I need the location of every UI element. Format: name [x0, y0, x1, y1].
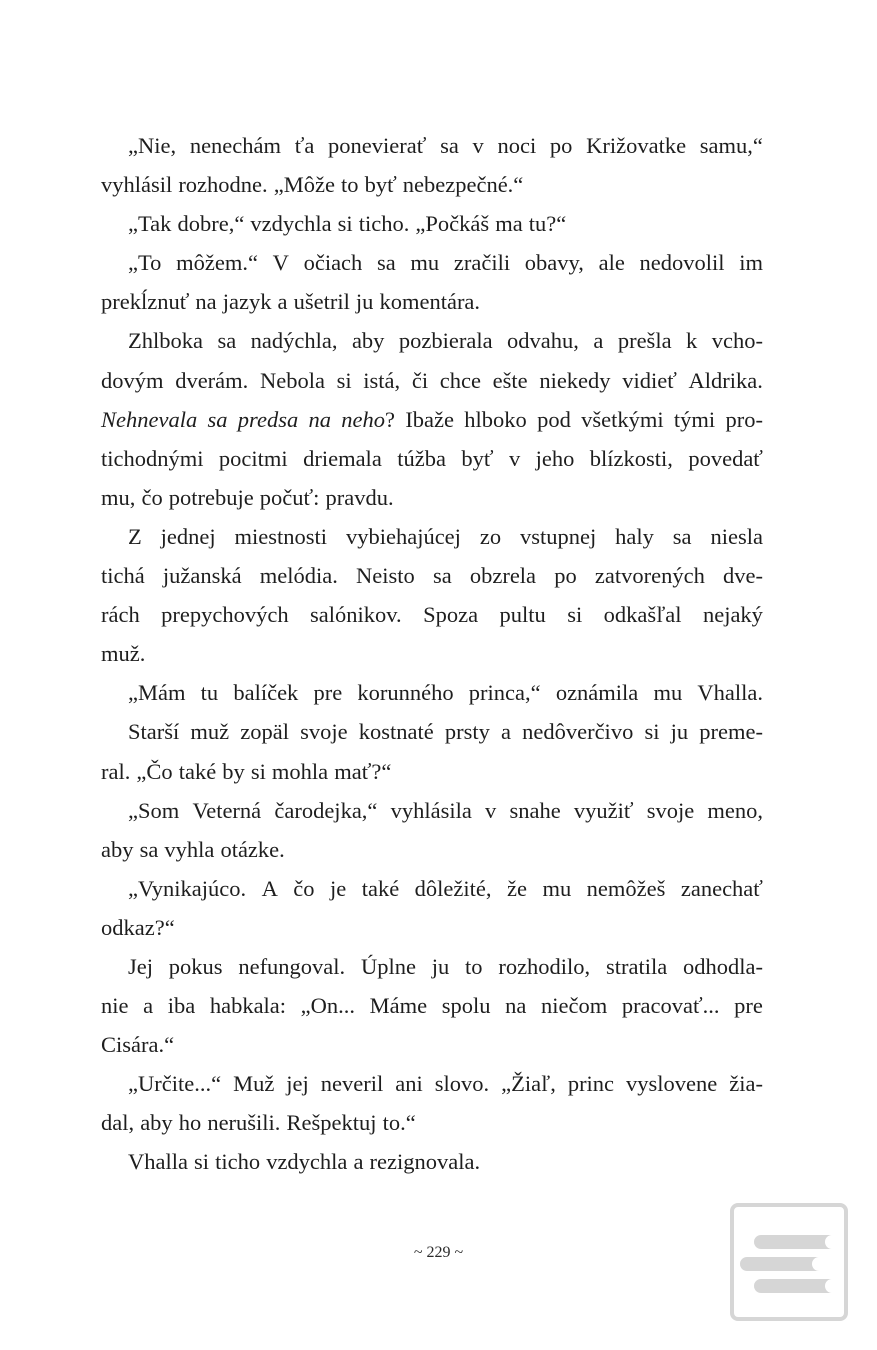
word: Nehnevala — [101, 406, 198, 432]
text-line — [101, 908, 763, 947]
word: sa — [672, 523, 692, 549]
word: čo — [293, 875, 315, 901]
word: „Tak — [128, 211, 172, 237]
word: miestnosti — [234, 523, 328, 549]
word: dal, — [101, 1110, 135, 1136]
word: zopäl — [240, 719, 289, 745]
word: Zhlboka — [128, 328, 203, 354]
word: A — [261, 875, 278, 901]
word: niekedy — [539, 367, 611, 393]
word: v — [485, 797, 497, 823]
word: využiť — [573, 797, 634, 823]
word: odkaz?“ — [101, 914, 175, 940]
word: a — [353, 1149, 364, 1175]
word: čarodejka,“ — [274, 797, 378, 823]
word: si — [336, 367, 352, 393]
word: komentára. — [379, 289, 481, 315]
word: snahe — [509, 797, 561, 823]
word: odvahu, — [507, 328, 579, 354]
body-text — [101, 126, 763, 1182]
word: jeho — [535, 445, 575, 471]
word: korunného — [357, 680, 454, 706]
word: „Som — [128, 797, 180, 823]
word: pokus — [168, 953, 223, 979]
word: južanská — [162, 563, 242, 589]
word: muž. — [101, 641, 146, 667]
word: ticho — [215, 1149, 261, 1175]
word: ušetril — [293, 289, 350, 315]
word: potrebuje — [168, 484, 254, 510]
word: si — [250, 758, 266, 784]
word: sa — [217, 328, 237, 354]
word: pro- — [725, 406, 763, 432]
word: ani — [395, 1071, 423, 1097]
word: túžba — [397, 445, 446, 471]
word: pod — [537, 406, 571, 432]
word: pre — [734, 993, 763, 1019]
word: Vhalla — [128, 1149, 188, 1175]
word: ju — [670, 719, 689, 745]
word: rách — [101, 602, 140, 628]
word: iba — [167, 993, 196, 1019]
word: byť — [461, 445, 494, 471]
word: mu — [542, 875, 572, 901]
word: svoje — [300, 719, 348, 745]
word: odhodla- — [682, 953, 763, 979]
text-line — [101, 1025, 763, 1064]
word: odkašľal — [603, 602, 682, 628]
word: dverám. — [175, 367, 249, 393]
word: ral. — [101, 758, 131, 784]
word: zatvorených — [594, 563, 705, 589]
word: také — [361, 875, 400, 901]
word: sa — [376, 250, 396, 276]
word: neveril — [320, 1071, 384, 1097]
word: byť — [364, 172, 397, 198]
page-number: ~ 229 ~ — [413, 1244, 464, 1261]
word: dobre,“ — [177, 211, 245, 237]
word: že — [506, 875, 527, 901]
word: „On... — [300, 993, 356, 1019]
word: nejaký — [702, 602, 763, 628]
word: očiach — [303, 250, 363, 276]
word: „Žiaľ, — [501, 1071, 556, 1097]
word: oznámila — [555, 680, 639, 706]
word: „Môže — [273, 172, 335, 198]
word: „Čo — [136, 758, 173, 784]
word: nenechám — [189, 133, 282, 158]
text-line — [101, 282, 763, 321]
word: tu?“ — [528, 211, 567, 237]
word: ju — [431, 953, 450, 979]
word: vstupnej — [519, 523, 597, 549]
word: si — [337, 211, 353, 237]
word: na — [505, 993, 527, 1019]
word: slovo. — [434, 1071, 490, 1097]
word: obavy, — [524, 250, 584, 276]
word: sa — [207, 406, 228, 432]
word: Neisto — [356, 563, 415, 589]
word: vyhlásil — [101, 172, 173, 198]
word: neho? — [341, 406, 396, 432]
text-line — [101, 204, 763, 243]
text-line — [101, 791, 763, 830]
text-line — [101, 478, 763, 517]
word: aby — [351, 328, 385, 354]
word: hlboko — [464, 406, 527, 432]
word: im — [739, 250, 763, 276]
word: stratila — [605, 953, 668, 979]
word: v — [508, 445, 521, 471]
word: samu,“ — [699, 133, 763, 158]
word: sa — [440, 133, 459, 158]
word: otázke. — [220, 836, 285, 862]
word: Máme — [369, 993, 428, 1019]
word: Vhalla. — [697, 680, 763, 706]
word: vyhlásila — [390, 797, 472, 823]
word: dôležité, — [414, 875, 492, 901]
word: zanechať — [680, 875, 763, 901]
word: blízkosti, — [589, 445, 673, 471]
word: zračili — [453, 250, 511, 276]
word: vidieť — [622, 367, 677, 393]
word: čo — [141, 484, 163, 510]
word: „Určite...“ — [128, 1071, 222, 1097]
word: dve- — [722, 563, 763, 589]
word: „To — [128, 250, 162, 276]
word: nadýchla, — [250, 328, 338, 354]
word: spolu — [441, 993, 491, 1019]
word: princ — [567, 1071, 615, 1097]
word: mu — [410, 250, 440, 276]
word: pravdu. — [325, 484, 394, 510]
word: salónikov. — [310, 602, 402, 628]
word: Križovatke — [586, 133, 687, 158]
stacked-books-icon — [734, 1207, 844, 1317]
text-line — [101, 673, 763, 712]
word: driemala — [303, 445, 382, 471]
text-line — [101, 126, 763, 165]
word: vyhla — [164, 836, 215, 862]
word: mu, — [101, 484, 136, 510]
word: sa — [139, 836, 159, 862]
word: či — [411, 367, 429, 393]
text-line — [101, 634, 763, 673]
word: to.“ — [382, 1110, 416, 1136]
text-line — [101, 165, 763, 204]
word: Z — [128, 523, 142, 549]
word: žia- — [729, 1071, 763, 1097]
word: predsa — [237, 406, 299, 432]
word: prešla — [617, 328, 672, 354]
word: V — [272, 250, 289, 276]
word: tu — [200, 680, 219, 706]
text-line — [101, 1142, 763, 1181]
word: si — [644, 719, 660, 745]
word: Jej — [128, 953, 153, 979]
word: balíček — [233, 680, 299, 706]
word: Aldrika. — [688, 367, 763, 393]
word: nedôverčivo — [522, 719, 634, 745]
word: Veterná — [192, 797, 262, 823]
word: vybiehajúcej — [345, 523, 461, 549]
word: k — [686, 328, 698, 354]
text-line — [101, 400, 763, 439]
text-line — [101, 712, 763, 751]
word: niečom — [540, 993, 608, 1019]
word: pocitmi — [218, 445, 288, 471]
word: tichodnými — [101, 445, 204, 471]
text-line — [101, 1103, 763, 1142]
word: kostnaté — [358, 719, 434, 745]
word: Ibaže — [405, 406, 455, 432]
word: nefungoval. — [238, 953, 346, 979]
word: môžem.“ — [176, 250, 258, 276]
word: počuť: — [259, 484, 320, 510]
word: Rešpektuj — [286, 1110, 377, 1136]
word: ponevierať — [328, 133, 427, 158]
word: Starší — [128, 719, 180, 745]
word: nebezpečné.“ — [402, 172, 524, 198]
word: pultu — [499, 602, 546, 628]
word: ale — [598, 250, 625, 276]
word: niesla — [710, 523, 763, 549]
word: mať?“ — [334, 758, 392, 784]
word: na — [308, 406, 331, 432]
word: a — [277, 289, 288, 315]
text-line — [101, 830, 763, 869]
word: a — [143, 993, 154, 1019]
word: Spoza — [423, 602, 479, 628]
word: jej — [286, 1071, 309, 1097]
word: nerušili. — [207, 1110, 281, 1136]
word: muž — [190, 719, 230, 745]
word: by — [222, 758, 245, 784]
word: Muž — [233, 1071, 275, 1097]
word: vzdychla — [266, 1149, 348, 1175]
word: a — [500, 719, 511, 745]
word: prepychových — [161, 602, 289, 628]
text-line — [101, 595, 763, 634]
word: rezignovala. — [369, 1149, 481, 1175]
word: povedať — [688, 445, 763, 471]
word: prekĺznuť — [101, 289, 190, 315]
word: a — [593, 328, 604, 354]
word: istá, — [363, 367, 401, 393]
word: jednej — [160, 523, 216, 549]
word: tými — [673, 406, 716, 432]
word: pre — [313, 680, 343, 706]
word: sa — [432, 563, 452, 589]
word: aby — [101, 836, 134, 862]
word: všetkými — [581, 406, 664, 432]
word: Úplne — [360, 953, 416, 979]
word: princa,“ — [468, 680, 541, 706]
text-line — [101, 752, 763, 791]
word: v — [472, 133, 484, 158]
word: pracovať... — [621, 993, 720, 1019]
word: dovým — [101, 367, 164, 393]
word: habkala: — [209, 993, 287, 1019]
word: noci — [497, 133, 537, 158]
text-line — [101, 361, 763, 400]
word: si — [567, 602, 583, 628]
word: ho — [178, 1110, 202, 1136]
word: mohla — [271, 758, 329, 784]
word: meno, — [707, 797, 763, 823]
word: rozhodilo, — [498, 953, 591, 979]
text-line — [101, 517, 763, 556]
word: ma — [495, 211, 523, 237]
word: ticho. — [358, 211, 410, 237]
word: chce — [439, 367, 481, 393]
word: preme- — [699, 719, 763, 745]
word: vyslovene — [626, 1071, 718, 1097]
word: rozhodne. — [178, 172, 268, 198]
word: nie — [101, 993, 129, 1019]
word: „Mám — [128, 680, 186, 706]
word: zo — [479, 523, 502, 549]
word: „Vynikajúco. — [128, 875, 247, 901]
word: „Nie, — [128, 133, 177, 158]
text-line — [101, 439, 763, 478]
text-line — [101, 1064, 763, 1103]
word: nemôžeš — [586, 875, 666, 901]
word: Cisára.“ — [101, 1032, 175, 1058]
word: tichá — [101, 563, 145, 589]
word: to — [341, 172, 359, 198]
word: obzrela — [469, 563, 537, 589]
word: mu — [653, 680, 683, 706]
word: ju — [355, 289, 374, 315]
word: to — [465, 953, 483, 979]
word: ešte — [492, 367, 528, 393]
word: ťa — [294, 133, 315, 158]
word: Nebola — [259, 367, 325, 393]
word: také — [178, 758, 217, 784]
word: vzdychla — [250, 211, 332, 237]
word: jazyk — [222, 289, 272, 315]
word: si — [194, 1149, 210, 1175]
word: na — [195, 289, 217, 315]
text-line — [101, 243, 763, 282]
word: nedovolil — [639, 250, 725, 276]
word: „Počkáš — [415, 211, 490, 237]
text-line — [101, 869, 763, 908]
text-line — [101, 986, 763, 1025]
word: po — [554, 563, 577, 589]
text-line — [101, 556, 763, 595]
word: je — [330, 875, 347, 901]
word: haly — [615, 523, 654, 549]
watermark-logo — [730, 1203, 848, 1321]
text-line — [101, 321, 763, 360]
word: aby — [140, 1110, 173, 1136]
word: svoje — [646, 797, 695, 823]
word: melódia. — [259, 563, 338, 589]
word: prsty — [444, 719, 490, 745]
word: po — [549, 133, 573, 158]
word: pozbierala — [398, 328, 493, 354]
word: vcho- — [711, 328, 763, 354]
text-line — [101, 947, 763, 986]
